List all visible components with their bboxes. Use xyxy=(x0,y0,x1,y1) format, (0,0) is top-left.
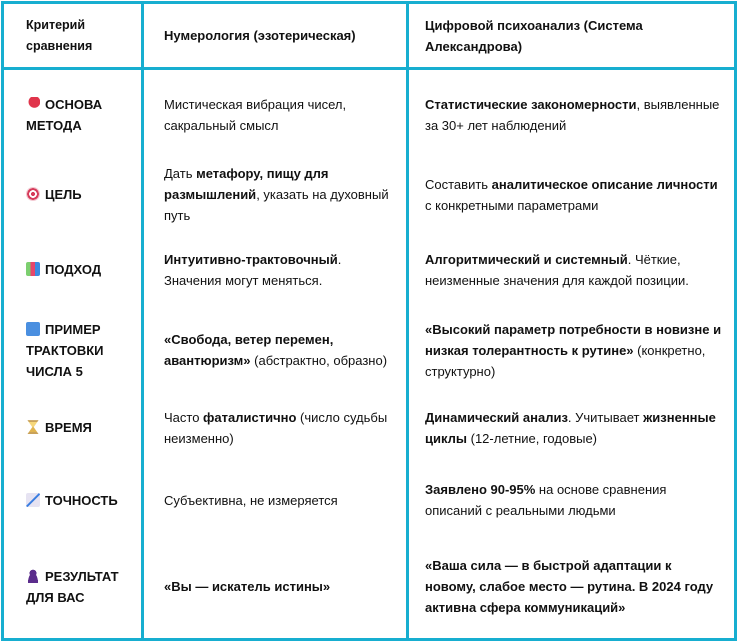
bold-text-segment: Алгоритмический и системный xyxy=(425,251,628,267)
user-silhouette-icon xyxy=(26,569,40,583)
text-segment: Субъективна, не измеряется xyxy=(164,492,338,508)
numerology-cell xyxy=(143,160,408,230)
digital-cell xyxy=(408,535,736,639)
criterion-cell xyxy=(3,230,143,310)
bold-text-segment: «Высокий параметр потребности в новизне и низкая толерантность к рутине» xyxy=(425,321,722,358)
criterion-label: ЦЕЛЬ xyxy=(45,187,82,203)
criterion-cell xyxy=(3,535,143,639)
table-row xyxy=(3,535,736,639)
bar-chart-icon xyxy=(26,262,40,276)
table-row xyxy=(3,69,736,160)
criterion-cell xyxy=(3,390,143,465)
bold-text-segment: жизненные циклы xyxy=(425,409,716,446)
digital-cell xyxy=(408,310,736,390)
numerology-cell xyxy=(143,390,408,465)
digital-cell xyxy=(408,390,736,465)
table-row xyxy=(3,230,736,310)
header-criterion: Критерий сравнения xyxy=(3,3,143,69)
bold-text-segment: Статистические закономерности xyxy=(425,96,637,112)
numbers-icon xyxy=(26,322,40,336)
bold-text-segment: Интуитивно-трактовочный xyxy=(164,251,338,267)
criterion-label: РЕЗУЛЬТАТ ДЛЯ ВАС xyxy=(26,568,119,605)
criterion-cell xyxy=(3,310,143,390)
digital-cell xyxy=(408,230,736,310)
pushpin-icon xyxy=(26,97,40,111)
numerology-cell xyxy=(143,230,408,310)
target-icon xyxy=(26,187,40,201)
criterion-cell xyxy=(3,69,143,160)
text-segment: (конкретно, структурно) xyxy=(425,342,706,379)
table-row xyxy=(3,465,736,535)
hourglass-icon xyxy=(26,420,40,434)
criterion-label: ОСНОВА МЕТОДА xyxy=(26,96,103,133)
bold-text-segment: Заявлено 90-95% xyxy=(425,482,536,498)
text-segment: , выявленные за 30+ лет наблюдений xyxy=(425,96,720,133)
header-digital: Цифровой психоанализ (Система Александрова) xyxy=(408,3,736,69)
chart-increasing-icon xyxy=(26,493,40,507)
text-segment: (абстрактно, образно) xyxy=(250,353,388,369)
header-numerology: Нумерология (эзотерическая) xyxy=(143,3,408,69)
text-segment: Составить xyxy=(425,176,492,192)
table-row xyxy=(3,310,736,390)
text-segment: . Чёткие, неизменные значения для каждой позиции. xyxy=(425,251,689,288)
digital-cell xyxy=(408,160,736,230)
comparison-table xyxy=(1,1,737,641)
digital-cell xyxy=(408,465,736,535)
table-row xyxy=(3,390,736,465)
text-segment: Дать xyxy=(164,166,197,182)
text-segment: . Учитывает xyxy=(567,409,644,425)
text-segment: Мистическая вибрация чисел, сакральный смысл xyxy=(164,96,347,133)
text-segment: (12-летние, годовые) xyxy=(467,430,598,446)
text-segment: с конкретными параметрами xyxy=(425,197,599,213)
text-segment: Часто xyxy=(164,409,204,425)
bold-text-segment: аналитическое описание личности xyxy=(491,176,718,192)
bold-text-segment: метафору, пищу для размышлений xyxy=(164,166,329,203)
text-segment: . Значения могут меняться. xyxy=(164,251,342,288)
criterion-label: ПРИМЕР ТРАКТОВКИ ЧИСЛА 5 xyxy=(26,321,104,379)
bold-text-segment: Динамический анализ xyxy=(425,409,568,425)
bold-text-segment: фаталистично xyxy=(203,409,297,425)
text-segment: на основе сравнения описаний с реальными людьми xyxy=(425,482,667,519)
criterion-label: ТОЧНОСТЬ xyxy=(45,492,118,508)
numerology-cell xyxy=(143,535,408,639)
numerology-cell xyxy=(143,69,408,160)
bold-text-segment: «Свобода, ветер перемен, авантюризм» xyxy=(164,332,334,369)
criterion-cell xyxy=(3,160,143,230)
criterion-label: ПОДХОД xyxy=(45,262,102,278)
numerology-cell xyxy=(143,465,408,535)
criterion-label: ВРЕМЯ xyxy=(45,420,92,436)
table-header-row xyxy=(3,3,736,69)
bold-text-segment: «Вы — искатель истины» xyxy=(164,579,331,595)
text-segment: , указать на духовный путь xyxy=(164,187,389,224)
text-segment: (число судьбы неизменно) xyxy=(164,409,388,446)
criterion-cell xyxy=(3,465,143,535)
bold-text-segment: «Ваша сила — в быстрой адаптации к новому, слабое место — рутина. В 2024 году активна сфера коммуникаций» xyxy=(425,558,714,616)
table-row xyxy=(3,160,736,230)
digital-cell xyxy=(408,69,736,160)
numerology-cell xyxy=(143,310,408,390)
